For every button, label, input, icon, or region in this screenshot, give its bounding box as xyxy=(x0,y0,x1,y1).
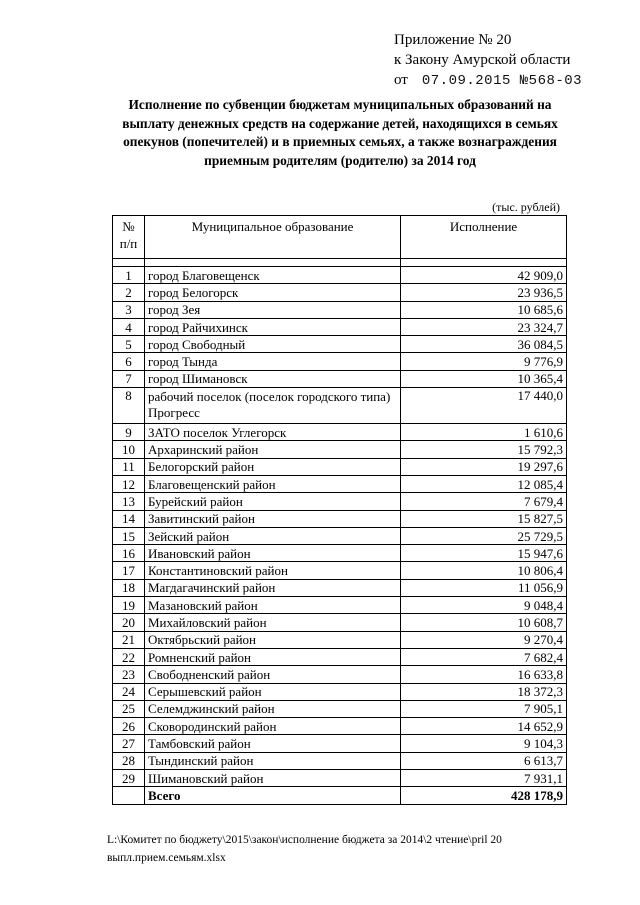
row-value: 16 633,8 xyxy=(401,666,567,683)
row-number: 29 xyxy=(113,770,145,787)
table-row xyxy=(113,388,567,424)
row-municipality: город Зея xyxy=(145,301,401,318)
row-value: 11 056,9 xyxy=(401,579,567,596)
row-value: 9 270,4 xyxy=(401,631,567,648)
row-municipality: ЗАТО поселок Углегорск xyxy=(145,424,401,441)
row-number: 9 xyxy=(113,424,145,441)
row-number: 3 xyxy=(113,301,145,318)
table-row xyxy=(113,370,567,387)
row-municipality: Архаринский район xyxy=(145,441,401,458)
table-row xyxy=(113,475,567,492)
row-municipality: Завитинский район xyxy=(145,510,401,527)
row-value: 7 679,4 xyxy=(401,493,567,510)
row-municipality: город Свободный xyxy=(145,336,401,353)
row-number: 19 xyxy=(113,597,145,614)
table-row xyxy=(113,545,567,562)
row-value: 12 085,4 xyxy=(401,475,567,492)
row-municipality: город Райчихинск xyxy=(145,318,401,335)
row-municipality: Ивановский район xyxy=(145,545,401,562)
row-municipality: город Белогорск xyxy=(145,284,401,301)
row-municipality: Шимановский район xyxy=(145,770,401,787)
table-row xyxy=(113,267,567,284)
row-municipality: Тамбовский район xyxy=(145,735,401,752)
row-municipality: Михайловский район xyxy=(145,614,401,631)
row-number: 2 xyxy=(113,284,145,301)
table-row xyxy=(113,614,567,631)
header-num: № п/п xyxy=(113,216,145,259)
total-num-cell xyxy=(113,787,145,804)
row-number: 16 xyxy=(113,545,145,562)
row-municipality: Ромненский район xyxy=(145,648,401,665)
appendix-header xyxy=(394,30,582,91)
row-number: 13 xyxy=(113,493,145,510)
row-number: 10 xyxy=(113,441,145,458)
file-path-footer xyxy=(107,831,502,867)
header-name: Муниципальное образование xyxy=(145,216,401,259)
row-value: 18 372,3 xyxy=(401,683,567,700)
row-number: 15 xyxy=(113,527,145,544)
date-stamp: 07.09.2015 №568-03 xyxy=(421,73,583,89)
header-spacer-row xyxy=(113,259,567,267)
row-municipality: Свободненский район xyxy=(145,666,401,683)
row-value: 6 613,7 xyxy=(401,752,567,769)
row-number: 17 xyxy=(113,562,145,579)
row-value: 42 909,0 xyxy=(401,267,567,284)
table-row xyxy=(113,284,567,301)
table-row xyxy=(113,562,567,579)
row-number: 27 xyxy=(113,735,145,752)
table-header-row xyxy=(113,216,567,259)
row-municipality: Магдагачинский район xyxy=(145,579,401,596)
units-label: (тыс. рублей) xyxy=(492,200,560,214)
row-value: 15 827,5 xyxy=(401,510,567,527)
document-title: Исполнение по субвенции бюджетам муниципальных образований на выплату денежных средств на содержание детей, находящихся в семьях опекунов (попечителей) и в приемных семьях, а также вознаграждения приемным родителям (родителю) за 2014 год xyxy=(122,97,558,168)
row-number: 24 xyxy=(113,683,145,700)
date-prefix: от xyxy=(394,72,408,88)
row-number: 28 xyxy=(113,752,145,769)
table-row xyxy=(113,735,567,752)
row-number: 26 xyxy=(113,718,145,735)
table-row xyxy=(113,597,567,614)
row-municipality: Зейский район xyxy=(145,527,401,544)
table-body xyxy=(113,267,567,787)
row-number: 22 xyxy=(113,648,145,665)
date-line xyxy=(394,70,582,91)
total-value: 428 178,9 xyxy=(401,787,567,804)
row-municipality: город Благовещенск xyxy=(145,267,401,284)
row-value: 7 931,1 xyxy=(401,770,567,787)
header-value: Исполнение xyxy=(401,216,567,259)
row-value: 1 610,6 xyxy=(401,424,567,441)
table-row xyxy=(113,666,567,683)
row-municipality: Бурейский район xyxy=(145,493,401,510)
row-value: 9 776,9 xyxy=(401,353,567,370)
row-number: 12 xyxy=(113,475,145,492)
table-row xyxy=(113,301,567,318)
row-value: 25 729,5 xyxy=(401,527,567,544)
table-row xyxy=(113,458,567,475)
row-municipality: Белогорский район xyxy=(145,458,401,475)
row-value: 10 608,7 xyxy=(401,614,567,631)
table-row xyxy=(113,718,567,735)
total-row xyxy=(113,787,567,804)
row-number: 23 xyxy=(113,666,145,683)
table-row xyxy=(113,510,567,527)
row-number: 21 xyxy=(113,631,145,648)
row-municipality: город Тында xyxy=(145,353,401,370)
table-row xyxy=(113,424,567,441)
row-municipality: Селемджинский район xyxy=(145,700,401,717)
row-municipality: Тындинский район xyxy=(145,752,401,769)
table-row xyxy=(113,579,567,596)
file-path-line2: выпл.прием.семьям.xlsx xyxy=(107,852,226,864)
table-row xyxy=(113,353,567,370)
table-row xyxy=(113,441,567,458)
row-number: 1 xyxy=(113,267,145,284)
table-row xyxy=(113,527,567,544)
appendix-number: Приложение № 20 xyxy=(394,32,512,48)
file-path-line1: L:\Комитет по бюджету\2015\закон\исполнение бюджета за 2014\2 чтение\pril 20 xyxy=(107,834,502,846)
law-reference: к Закону Амурской области xyxy=(394,52,571,68)
row-municipality: Благовещенский район xyxy=(145,475,401,492)
row-number: 11 xyxy=(113,458,145,475)
row-municipality: Сковородинский район xyxy=(145,718,401,735)
row-value: 10 685,6 xyxy=(401,301,567,318)
execution-table xyxy=(112,215,567,805)
row-value: 9 104,3 xyxy=(401,735,567,752)
row-value: 9 048,4 xyxy=(401,597,567,614)
row-number: 5 xyxy=(113,336,145,353)
table-row xyxy=(113,752,567,769)
table-row xyxy=(113,648,567,665)
row-value: 7 682,4 xyxy=(401,648,567,665)
row-value: 7 905,1 xyxy=(401,700,567,717)
row-number: 6 xyxy=(113,353,145,370)
table-row xyxy=(113,700,567,717)
row-value: 10 806,4 xyxy=(401,562,567,579)
row-value: 15 947,6 xyxy=(401,545,567,562)
row-value: 23 936,5 xyxy=(401,284,567,301)
row-number: 25 xyxy=(113,700,145,717)
table-row xyxy=(113,318,567,335)
row-number: 20 xyxy=(113,614,145,631)
row-value: 15 792,3 xyxy=(401,441,567,458)
row-number: 7 xyxy=(113,370,145,387)
row-value: 10 365,4 xyxy=(401,370,567,387)
row-value: 36 084,5 xyxy=(401,336,567,353)
table-row xyxy=(113,336,567,353)
table-row xyxy=(113,770,567,787)
row-value: 23 324,7 xyxy=(401,318,567,335)
row-number: 14 xyxy=(113,510,145,527)
table-row xyxy=(113,683,567,700)
row-value: 17 440,0 xyxy=(401,388,567,424)
row-number: 18 xyxy=(113,579,145,596)
row-value: 19 297,6 xyxy=(401,458,567,475)
row-municipality: город Шимановск xyxy=(145,370,401,387)
row-municipality: Серышевский район xyxy=(145,683,401,700)
total-label: Всего xyxy=(145,787,401,804)
table-row xyxy=(113,493,567,510)
row-municipality: Мазановский район xyxy=(145,597,401,614)
row-municipality: Константиновский район xyxy=(145,562,401,579)
row-municipality: рабочий поселок (поселок городского типа) Прогресс xyxy=(145,388,401,424)
row-value: 14 652,9 xyxy=(401,718,567,735)
row-number: 8 xyxy=(113,388,145,424)
row-number: 4 xyxy=(113,318,145,335)
table-row xyxy=(113,631,567,648)
row-municipality: Октябрьский район xyxy=(145,631,401,648)
